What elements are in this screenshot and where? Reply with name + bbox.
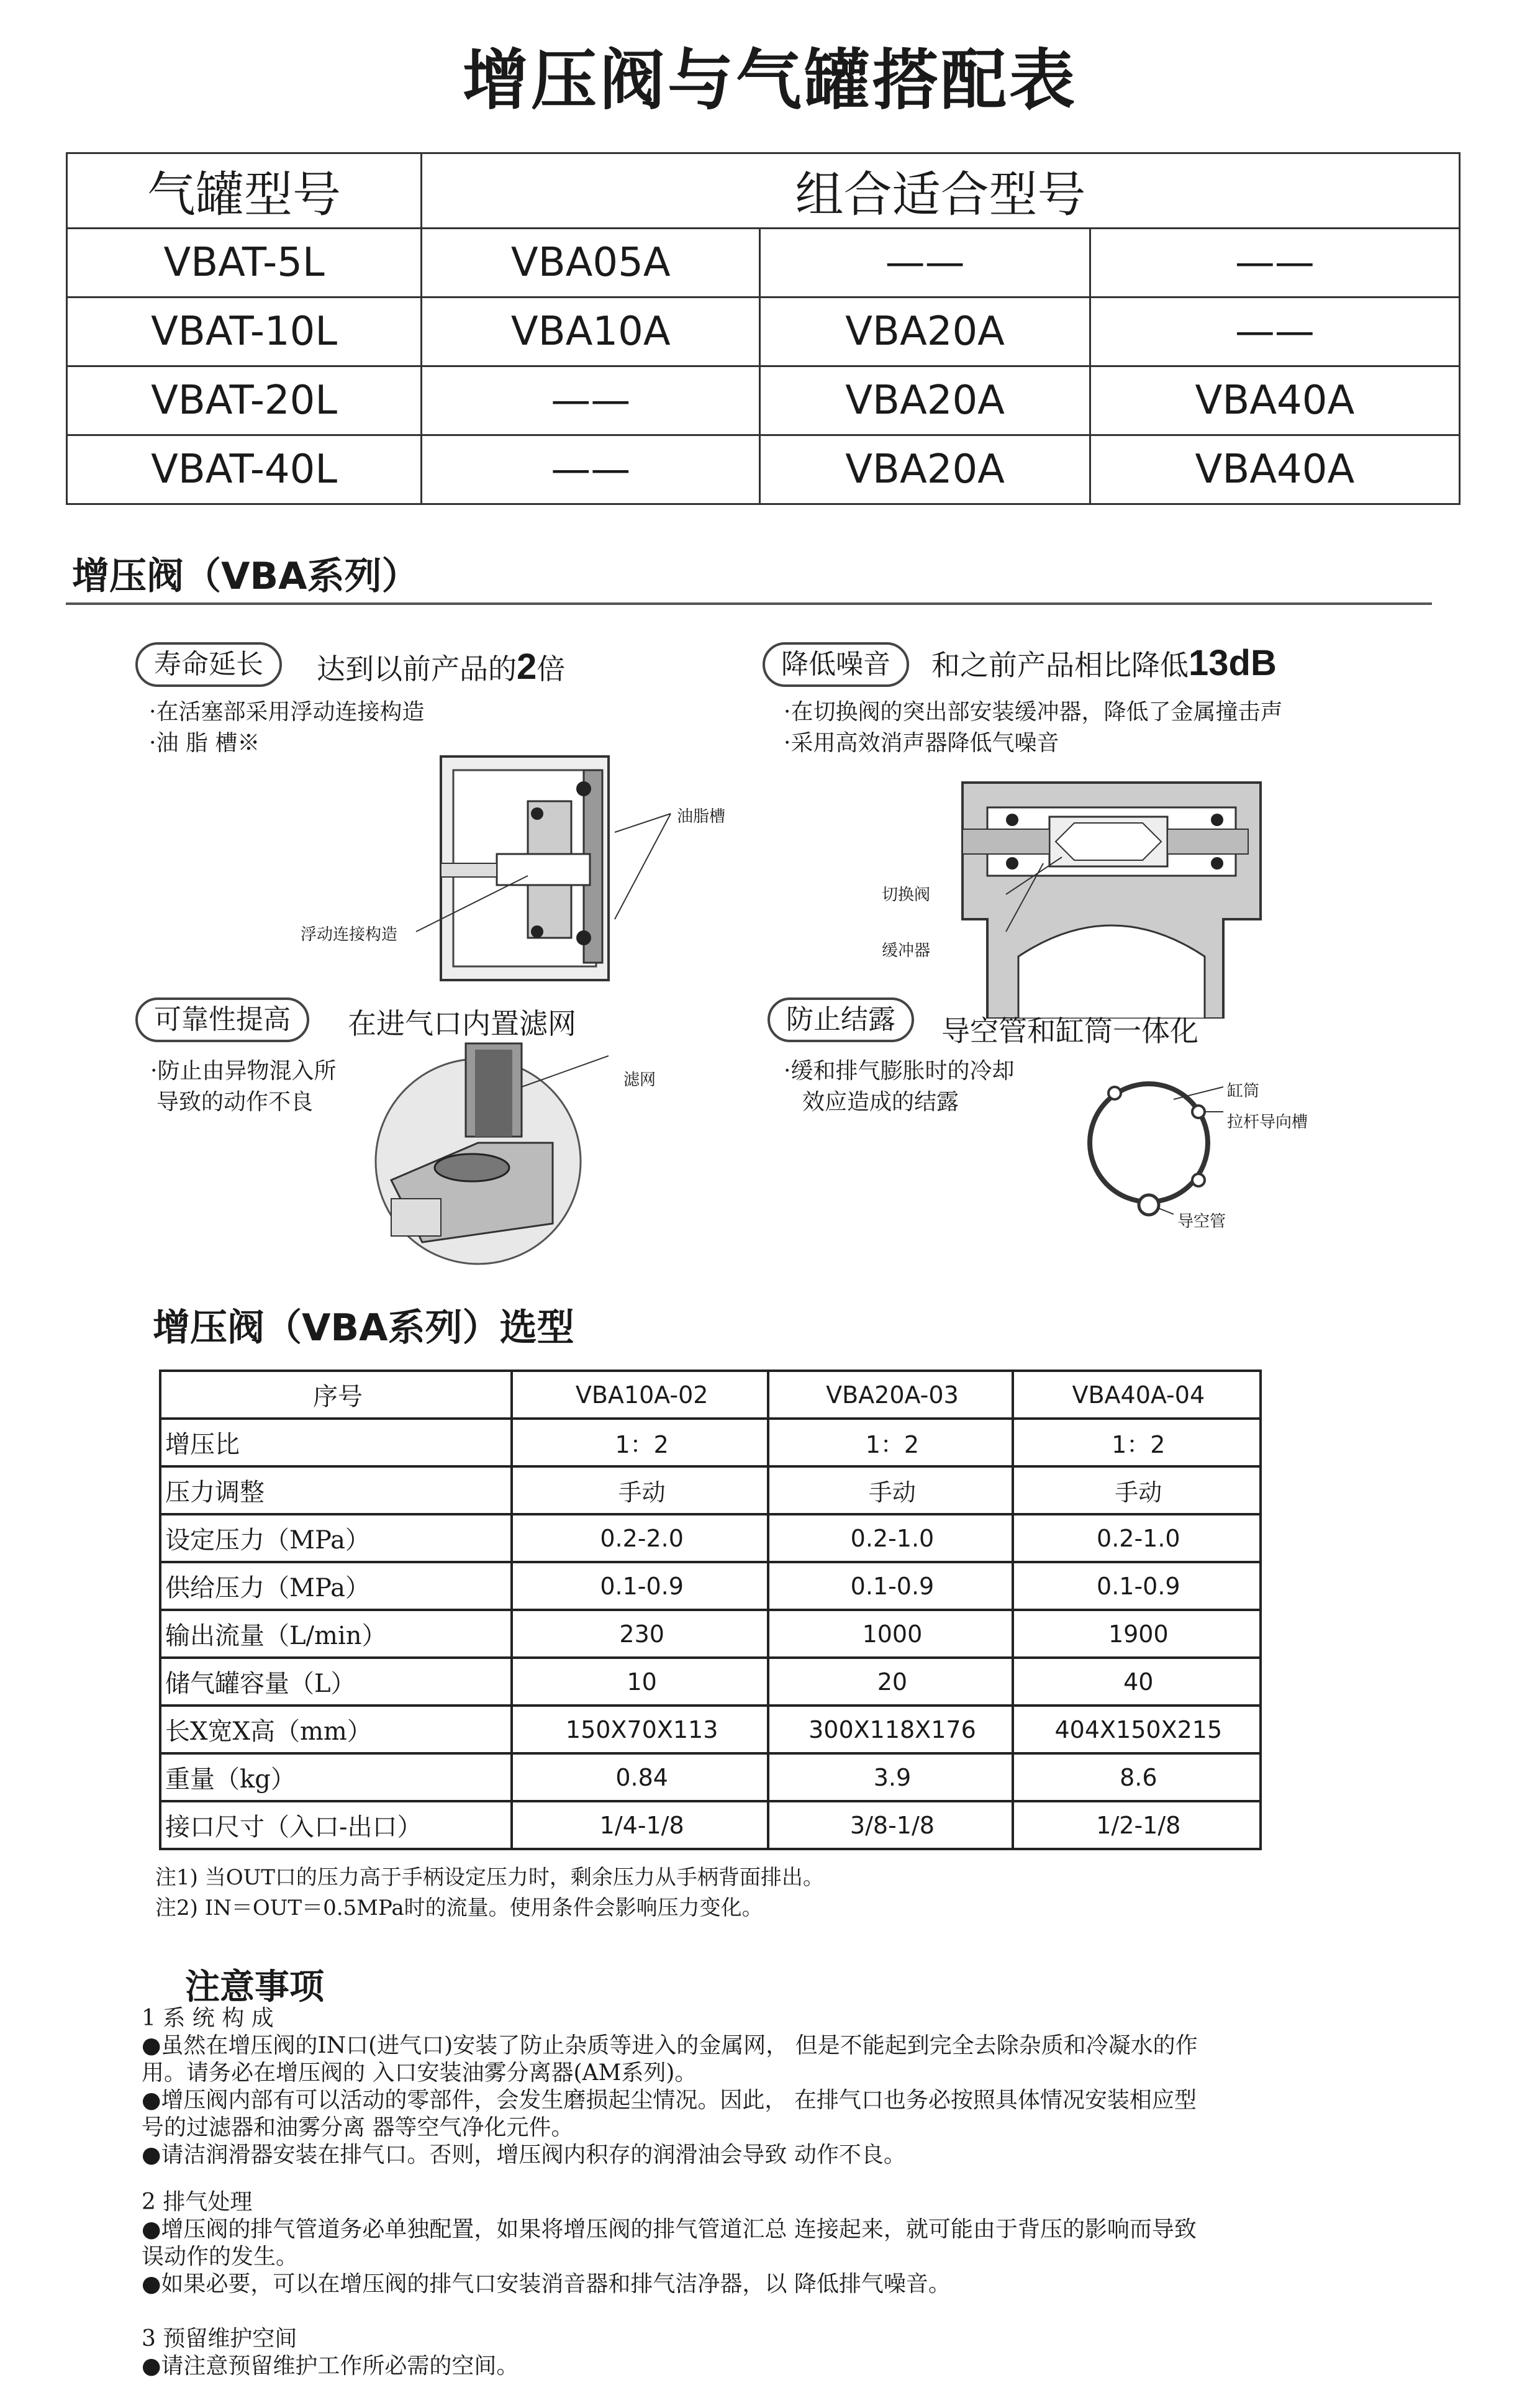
cell: 0.2-2.0: [512, 1514, 768, 1562]
cell: 1900: [1013, 1610, 1261, 1658]
cell: 3/8-1/8: [768, 1801, 1012, 1849]
spec-header-cell: VBA20A-03: [768, 1371, 1012, 1419]
cell: 长X宽X高（mm）: [160, 1706, 512, 1753]
header-tank-model: 气罐型号: [67, 153, 422, 229]
feature-bullets-reliability: ·防止由异物混入所 导致的动作不良: [150, 1058, 337, 1115]
feature-tag-reliability: 可靠性提高: [135, 997, 309, 1042]
spec-header-cell: 序号: [160, 1371, 512, 1419]
label-grease-groove: 油脂槽: [677, 807, 726, 826]
cell: 接口尺寸（入口-出口）: [160, 1801, 512, 1849]
feature-bullets-life: ·在活塞部采用浮动连接构造 ·油 脂 槽※: [149, 699, 425, 756]
feature-tag-life: 寿命延长: [135, 642, 282, 687]
cell: 10: [512, 1658, 768, 1706]
table-row: [67, 366, 1460, 435]
cell: 20: [768, 1658, 1012, 1706]
cell: VBAT-40L: [67, 435, 422, 504]
table-row: [160, 1562, 1261, 1610]
cell: 手动: [768, 1466, 1012, 1514]
switch-valve-diagram: [950, 770, 1273, 1019]
table-row: [160, 1514, 1261, 1562]
cell: 0.84: [512, 1753, 768, 1801]
cell: 输出流量（L/min）: [160, 1610, 512, 1658]
tube-section-diagram: [1080, 1074, 1230, 1230]
cell: 设定压力（MPa）: [160, 1514, 512, 1562]
cell: 重量（kg）: [160, 1753, 512, 1801]
feature-desc-noise: 和之前产品相比降低13dB: [931, 643, 1277, 683]
spec-table: [159, 1370, 1262, 1850]
cell: VBA20A: [760, 366, 1090, 435]
cell: 手动: [512, 1466, 768, 1514]
section-heading-selection: 增压阀（VBA系列）选型: [153, 1306, 574, 1350]
cell: 404X150X215: [1013, 1706, 1261, 1753]
label-floating-joint: 浮动连接构造: [301, 925, 398, 944]
feature-desc-condensation: 导空管和缸筒一体化: [941, 1014, 1198, 1048]
table-row: [67, 435, 1460, 504]
cell: ——: [1090, 229, 1459, 298]
caution-system: 1 系 统 构 成 ●虽然在增压阀的IN口(进气口)安装了防止杂质等进入的金属网， 但是不能起到完全去除杂质和冷凝水的作 用。请务必在增压阀的 入口安装油雾分离器(AM系列)。 ●增压阀内部有可以活动的零部件，会发生磨损起尘情况。因此， 在排气口也务必按照具体情况安装相应型 号的过滤器和油雾分离 器等空气净化元件。 ●请洁润滑器安装在排气口。否则，增压阀内积存的润滑油会导致 动作不良。: [142, 2006, 1198, 2168]
match-table: [66, 152, 1461, 505]
cell: 1000: [768, 1610, 1012, 1658]
cell: VBA05A: [422, 229, 760, 298]
cell: VBAT-20L: [67, 366, 422, 435]
cell: 150X70X113: [512, 1706, 768, 1753]
table-row: [160, 1658, 1261, 1706]
feature-bullets-noise: ·在切换阀的突出部安装缓冲器，降低了金属撞击声 ·采用高效消声器降低气噪音: [784, 699, 1283, 756]
cautions-title: 注意事项: [185, 1967, 324, 2007]
table-row: [160, 1706, 1261, 1753]
cell: ——: [760, 229, 1090, 298]
cell: VBA20A: [760, 298, 1090, 366]
cell: VBA40A: [1090, 435, 1459, 504]
table-notes: 注1) 当OUT口的压力高于手柄设定压力时，剩余压力从手柄背面排出。 注2) IN＝OUT＝0.5MPa时的流量。使用条件会影响压力变化。: [155, 1865, 824, 1920]
cell: VBA10A: [422, 298, 760, 366]
caution-exhaust: 2 排气处理 ●增压阀的排气管道务必单独配置，如果将增压阀的排气管道汇总 连接起来，就可能由于背压的影响而导致 误动作的发生。 ●如果必要，可以在增压阀的排气口安装消音器和排气洁净器，以 降低排气噪音。: [142, 2189, 1197, 2297]
cell: ——: [422, 435, 760, 504]
cell: 1/2-1/8: [1013, 1801, 1261, 1849]
cell: 手动: [1013, 1466, 1261, 1514]
table-row: [160, 1801, 1261, 1849]
label-cylinder-tube: 缸筒: [1227, 1082, 1260, 1101]
cell: 8.6: [1013, 1753, 1261, 1801]
cell: 压力调整: [160, 1466, 512, 1514]
table-row: [160, 1466, 1261, 1514]
label-switch-valve: 切换阀: [882, 886, 931, 904]
label-air-tube: 导空管: [1177, 1212, 1226, 1231]
cell: 1/4-1/8: [512, 1801, 768, 1849]
cell: 增压比: [160, 1419, 512, 1466]
cell: 3.9: [768, 1753, 1012, 1801]
table-row: [160, 1419, 1261, 1466]
feature-tag-noise: 降低噪音: [763, 642, 909, 687]
cell: ——: [1090, 298, 1459, 366]
filter-cutaway-diagram: [348, 1037, 609, 1267]
cell: 0.1-0.9: [1013, 1562, 1261, 1610]
cell: ——: [422, 366, 760, 435]
cell: 1：2: [768, 1419, 1012, 1466]
cell: 0.2-1.0: [1013, 1514, 1261, 1562]
cell: 1：2: [1013, 1419, 1261, 1466]
cell: 300X118X176: [768, 1706, 1012, 1753]
cell: 1：2: [512, 1419, 768, 1466]
cell: 0.1-0.9: [768, 1562, 1012, 1610]
feature-bullets-condensation: ·缓和排气膨胀时的冷却 效应造成的结露: [784, 1058, 1015, 1115]
feature-desc-reliability: 在进气口内置滤网: [348, 1007, 576, 1040]
cell: 0.1-0.9: [512, 1562, 768, 1610]
cell: 230: [512, 1610, 768, 1658]
section-divider: [66, 602, 1432, 605]
feature-tag-condensation: 防止结露: [768, 997, 914, 1042]
cell: 供给压力（MPa）: [160, 1562, 512, 1610]
cell: VBA20A: [760, 435, 1090, 504]
floating-joint-diagram: [292, 752, 764, 988]
cell: VBAT-10L: [67, 298, 422, 366]
cell: VBAT-5L: [67, 229, 422, 298]
header-combo-model: 组合适合型号: [422, 153, 1460, 229]
caution-maintenance: 3 预留维护空间 ●请注意预留维护工作所必需的空间。: [142, 2326, 519, 2379]
spec-header-cell: VBA10A-02: [512, 1371, 768, 1419]
table-row: [67, 229, 1460, 298]
cell: 40: [1013, 1658, 1261, 1706]
cell: 储气罐容量（L）: [160, 1658, 512, 1706]
cell: VBA40A: [1090, 366, 1459, 435]
section-heading-vba: 增压阀（VBA系列）: [72, 555, 419, 598]
label-tie-rod-groove: 拉杆导向槽: [1227, 1113, 1308, 1132]
spec-header-cell: VBA40A-04: [1013, 1371, 1261, 1419]
table-row: [160, 1610, 1261, 1658]
table-row: [67, 298, 1460, 366]
label-filter: 滤网: [623, 1071, 656, 1089]
label-buffer: 缓冲器: [882, 942, 931, 960]
feature-desc-life: 达到以前产品的2倍: [317, 647, 566, 687]
cell: 0.2-1.0: [768, 1514, 1012, 1562]
table-row: [160, 1753, 1261, 1801]
page-title: 增压阀与气罐搭配表: [463, 42, 1077, 119]
